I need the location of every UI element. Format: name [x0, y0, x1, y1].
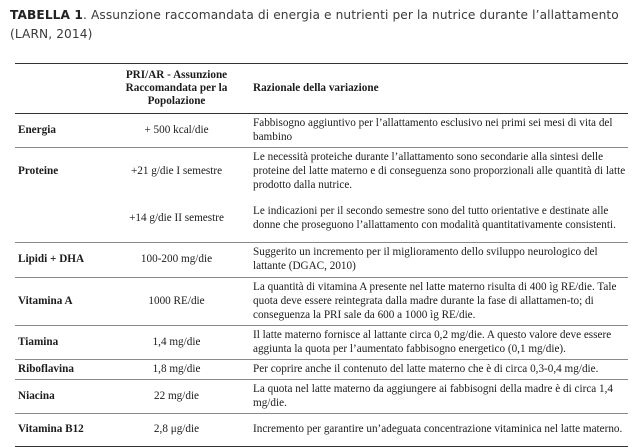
table-row: [15, 195, 628, 242]
row-pri: 1000 RE/die: [148, 294, 205, 307]
row-nutrient: Energia: [18, 124, 56, 136]
row-rationale: La quantità di vitamina A presente nel latte materno risulta di 400 ìg RE/die. Tale quota deve essere reintegrata dalla madre durante la fase di allattamen-to; di conseguenza la PRI sale da 600 a 1000 ìg RE/die.: [253, 280, 617, 321]
row-nutrient: Proteine: [18, 165, 59, 177]
caption-text: . Assunzione raccomandata di energia e nutrienti per la nutrice durante l’allattamento (LARN, 2014): [10, 8, 619, 41]
row-nutrient: Tiamina: [18, 335, 59, 348]
table-row: [15, 379, 628, 413]
caption-label: TABELLA 1: [10, 8, 84, 22]
table-row: [15, 325, 628, 359]
row-nutrient: Riboflavina: [18, 362, 74, 375]
row-pri: 100-200 mg/die: [140, 253, 213, 265]
row-nutrient: Vitamina A: [18, 294, 73, 307]
header-pri: PRI/AR - Assunzione Raccomandata per la Popolazione: [125, 69, 228, 107]
row-rationale: Incremento per garantire un’adeguata concentrazione vitaminica nel latte materno.: [253, 423, 623, 435]
row-rationale: Fabbisogno aggiuntivo per l’allattamento esclusivo nei primi sei mesi di vita del bambino: [253, 117, 613, 143]
row-pri: +14 g/die II semestre: [129, 211, 224, 224]
table-row: [15, 148, 628, 196]
row-nutrient: Lipidi + DHA: [18, 253, 85, 265]
table-row: [15, 242, 628, 277]
table-caption: [10, 6, 635, 44]
row-rationale: Le necessità proteiche durante l’allattamento sono secondarie alla sintesi delle proteine del latte materno e di conseguenza sono proporzionali alle quantità di latte prodotto dalla nutrice.: [253, 151, 626, 191]
nutrient-table-container: [15, 63, 628, 447]
row-rationale: Il latte materno fornisce al lattante circa 0,2 mg/die. A questo valore deve essere aggiunta la quota per l’aumentato fabbisogno energetico (0,1 mg/die).: [253, 328, 612, 355]
row-rationale: Le indicazioni per il secondo semestre sono del tutto orientative e destinate alle donne che proseguono l’allattamento con modalità quantitativamente consistenti.: [253, 204, 616, 231]
row-nutrient: Niacina: [18, 389, 55, 402]
row-pri: 22 mg/die: [153, 389, 200, 402]
table-row: [15, 413, 628, 446]
row-nutrient: Vitamina B12: [18, 423, 84, 435]
row-rationale: La quota nel latte materno da aggiungere ai fabbisogni della madre è di circa 1,4 mg/die.: [253, 382, 614, 409]
table-row: [15, 114, 628, 148]
row-rationale: Per coprire anche il contenuto del latte materno che è di circa 0,3-0,4 mg/die.: [253, 362, 599, 375]
row-pri: 2,8 μg/die: [153, 423, 200, 435]
row-pri: +21 g/die I semestre: [130, 165, 223, 177]
header-rationale: Razionale della variazione: [253, 82, 379, 94]
header-nutrient: [15, 64, 110, 114]
row-rationale: Suggerito un incremento per il miglioramento dello sviluppo neurologico del lattante (DGAC, 2010): [253, 246, 598, 272]
table-row: [15, 359, 628, 379]
table-row: [15, 277, 628, 325]
nutrient-table: [15, 63, 628, 447]
row-pri: 1,8 mg/die: [152, 362, 201, 375]
row-pri: 1,4 mg/die: [152, 335, 201, 348]
row-pri: + 500 kcal/die: [144, 124, 209, 136]
table-header-row: [15, 64, 628, 114]
row-nutrient: [15, 195, 110, 242]
